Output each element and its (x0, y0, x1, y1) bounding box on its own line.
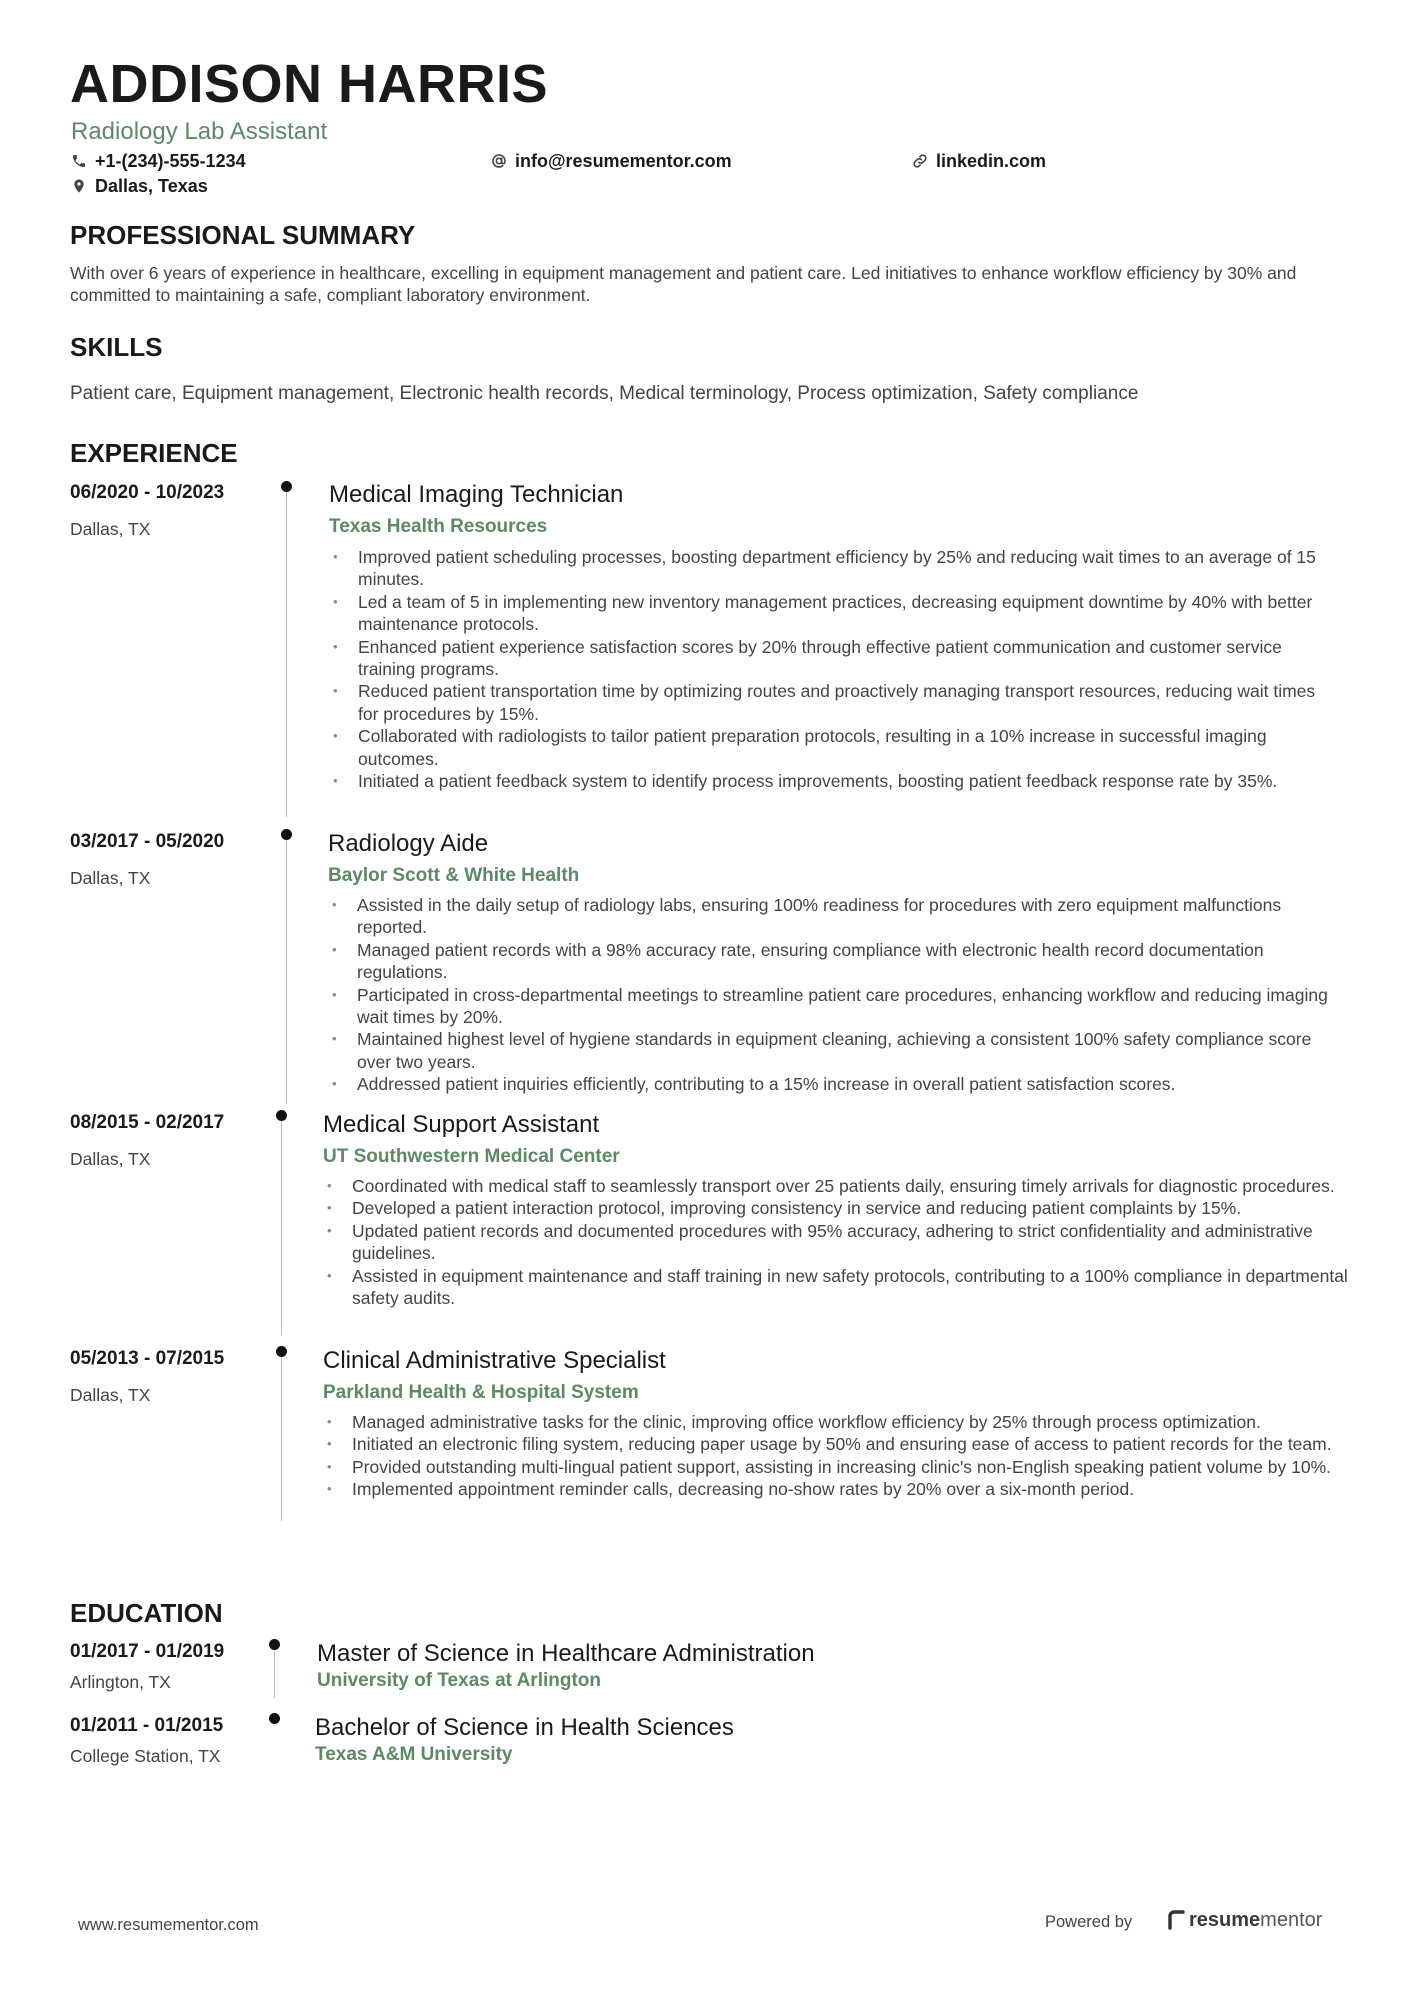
job-location: Dallas, TX (70, 1385, 151, 1405)
timeline-dot (269, 1639, 280, 1650)
timeline-line (286, 487, 287, 817)
edu-location: College Station, TX (70, 1746, 221, 1766)
education-heading: EDUCATION (70, 1598, 223, 1628)
experience-heading: EXPERIENCE (70, 438, 238, 468)
timeline-line (286, 834, 287, 1104)
job-bullet: • Assisted in the daily setup of radiology labs, ensuring 100% readiness for procedures with zero equipment malfunctions reported. (328, 894, 1348, 939)
footer-url[interactable]: www.resumementor.com (78, 1916, 259, 1934)
at-icon (491, 153, 507, 169)
job-bullet: • Improved patient scheduling processes, boosting department efficiency by 25% and reducing wait times to an average of 15 minutes. (329, 546, 1339, 591)
job-bullet: • Maintained highest level of hygiene standards in equipment cleaning, achieving a consistent 100% safety compliance score over two years. (328, 1028, 1348, 1073)
skills-text: Patient care, Equipment management, Electronic health records, Medical terminology, Process optimization, Safety compliance (70, 383, 1139, 404)
timeline-dot (276, 1346, 287, 1357)
job-title: Medical Imaging Technician (329, 481, 624, 508)
job-bullet: • Provided outstanding multi-lingual patient support, assisting in increasing clinic's non-English speaking patient volume by 10%. (323, 1456, 1338, 1478)
phone-text: +1-(234)-555-1234 (95, 151, 246, 171)
email-text[interactable]: info@resumementor.com (515, 151, 732, 171)
job-location: Dallas, TX (70, 1149, 151, 1169)
job-location: Dallas, TX (70, 868, 151, 888)
job-title: Radiology Aide (328, 830, 489, 857)
job-company: Texas Health Resources (329, 516, 548, 537)
job-location: Dallas, TX (70, 519, 151, 539)
edu-school: University of Texas at Arlington (317, 1670, 601, 1691)
job-dates: 05/2013 - 07/2015 (70, 1348, 225, 1369)
contact-phone (71, 149, 246, 173)
job-bullets (323, 1175, 1348, 1309)
edu-school: Texas A&M University (315, 1744, 513, 1765)
job-bullet: • Initiated a patient feedback system to identify process improvements, boosting patient feedback response rate by 35%. (329, 770, 1339, 792)
edu-dates: 01/2011 - 01/2015 (70, 1715, 224, 1736)
timeline-dot (269, 1713, 280, 1724)
job-bullet: • Collaborated with radiologists to tailor patient preparation protocols, resulting in a 10% increase in successful imaging outcomes. (329, 725, 1339, 770)
job-dates: 03/2017 - 05/2020 (70, 831, 225, 852)
job-bullet: • Managed patient records with a 98% accuracy rate, ensuring compliance with electronic health record documentation regulations. (328, 939, 1348, 984)
job-bullet: • Assisted in equipment maintenance and staff training in new safety protocols, contributing to a 100% compliance in departmental safety audits. (323, 1265, 1348, 1310)
timeline-line (281, 1351, 282, 1521)
contact-linkedin[interactable] (912, 149, 1046, 173)
footer-brand-logo[interactable] (1168, 1905, 1322, 1935)
linkedin-text[interactable]: linkedin.com (936, 151, 1047, 171)
summary-heading: PROFESSIONAL SUMMARY (70, 220, 416, 250)
timeline-dot (281, 481, 292, 492)
job-title: Clinical Administrative Specialist (323, 1347, 666, 1374)
edu-dates: 01/2017 - 01/2019 (70, 1641, 225, 1662)
location-pin-icon (71, 178, 87, 194)
edu-degree: Bachelor of Science in Health Sciences (315, 1714, 734, 1741)
brand-name-part1: resume (1189, 1909, 1261, 1931)
job-dates: 08/2015 - 02/2017 (70, 1112, 225, 1133)
summary-text: With over 6 years of experience in healthcare, excelling in equipment management and patient care. Led initiatives to enhance workflow efficiency by 30% and committed to maintaining a safe, compliant laboratory environment. (70, 263, 1297, 305)
job-bullet: • Developed a patient interaction protocol, improving consistency in service and reducing patient complaints by 15%. (323, 1197, 1348, 1219)
brand-logo-icon (1168, 1910, 1186, 1930)
contact-email[interactable] (491, 149, 732, 173)
job-bullet: • Participated in cross-departmental meetings to streamline patient care procedures, enhancing workflow and reducing imaging wait times by 20%. (328, 984, 1348, 1029)
location-text: Dallas, Texas (95, 176, 208, 196)
job-bullets (329, 546, 1339, 792)
job-bullet: • Coordinated with medical staff to seamlessly transport over 25 patients daily, ensuring timely arrivals for diagnostic procedures. (323, 1175, 1348, 1197)
job-bullet: • Reduced patient transportation time by optimizing routes and proactively managing transport resources, reducing wait times for procedures by 15%. (329, 680, 1339, 725)
job-bullet: • Implemented appointment reminder calls, decreasing no-show rates by 20% over a six-month period. (323, 1478, 1338, 1500)
link-icon (912, 153, 928, 169)
job-bullet: • Updated patient records and documented procedures with 95% accuracy, adhering to strict confidentiality and administrative guidelines. (323, 1220, 1348, 1265)
job-company: UT Southwestern Medical Center (323, 1146, 620, 1167)
job-bullet: • Initiated an electronic filing system, reducing paper usage by 50% and ensuring ease of access to patient records for the team. (323, 1433, 1338, 1455)
contact-location (71, 174, 208, 198)
skills-heading: SKILLS (70, 332, 163, 362)
job-bullet: • Enhanced patient experience satisfaction scores by 20% through effective patient communication and customer service training programs. (329, 636, 1339, 681)
job-bullet: • Managed administrative tasks for the clinic, improving office workflow efficiency by 25% through process optimization. (323, 1411, 1338, 1433)
job-company: Parkland Health & Hospital System (323, 1382, 639, 1403)
phone-icon (71, 153, 87, 169)
edu-location: Arlington, TX (70, 1672, 171, 1692)
job-bullet: • Led a team of 5 in implementing new inventory management practices, decreasing equipment downtime by 40% with better maintenance protocols. (329, 591, 1339, 636)
candidate-name: ADDISON HARRIS (70, 54, 549, 114)
candidate-role: Radiology Lab Assistant (71, 118, 328, 145)
edu-degree: Master of Science in Healthcare Administration (317, 1640, 815, 1667)
footer-powered-by: Powered by (1045, 1913, 1133, 1931)
timeline-line (274, 1645, 275, 1698)
job-bullets (328, 894, 1348, 1096)
job-company: Baylor Scott & White Health (328, 865, 580, 886)
job-title: Medical Support Assistant (323, 1111, 600, 1138)
timeline-line (281, 1115, 282, 1335)
timeline-dot (281, 829, 292, 840)
job-bullet: • Addressed patient inquiries efficiently, contributing to a 15% increase in overall patient satisfaction scores. (328, 1073, 1348, 1095)
job-bullets (323, 1411, 1338, 1501)
brand-name-part2: mentor (1260, 1909, 1323, 1931)
job-dates: 06/2020 - 10/2023 (70, 482, 225, 503)
timeline-dot (276, 1110, 287, 1121)
